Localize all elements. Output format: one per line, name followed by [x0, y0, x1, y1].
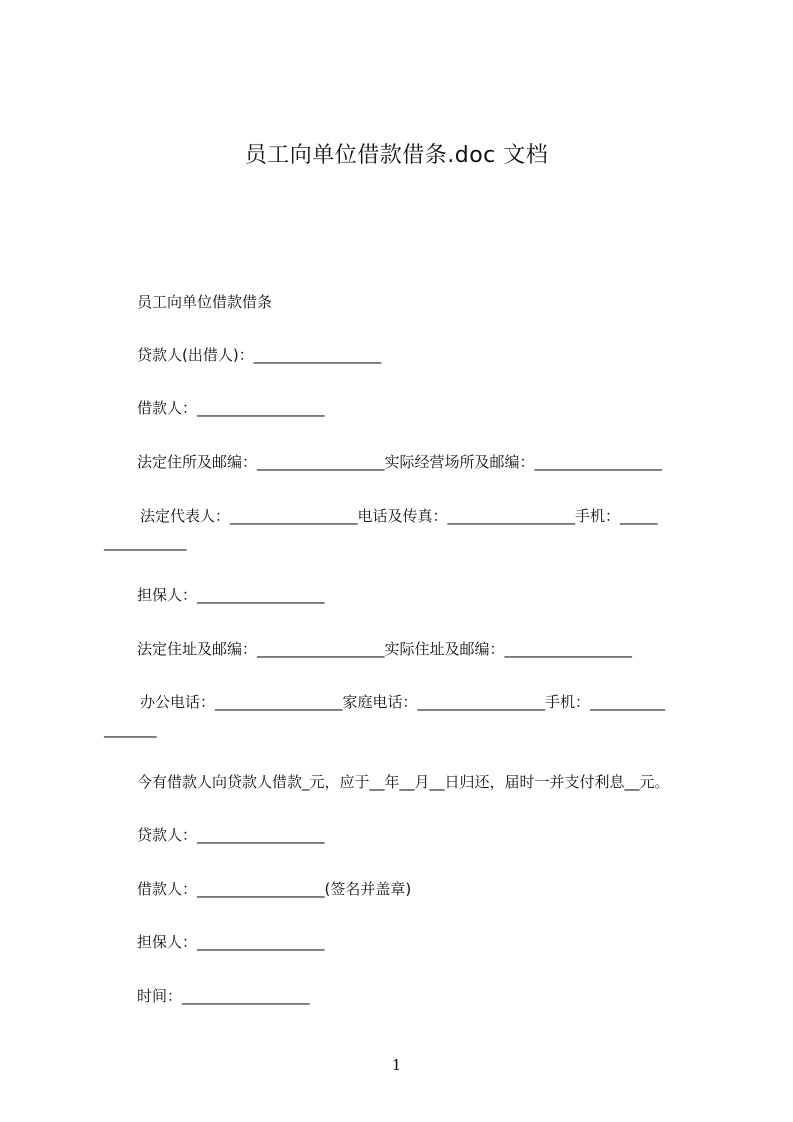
date-line: 时间：_________________ — [137, 987, 310, 1005]
guarantor-line: 担保人：_________________ — [137, 586, 325, 604]
legal-representative-continuation: ___________ — [104, 533, 187, 551]
guarantor-signature-line: 担保人：_________________ — [137, 933, 325, 951]
borrower-line: 借款人：_________________ — [137, 399, 325, 417]
legal-address-line: 法定住所及邮编：_________________实际经营场所及邮编：_________________ — [137, 453, 663, 471]
phone-line: 办公电话：_________________家庭电话：_________________手机：__________ — [140, 693, 666, 711]
document-title: 员工向单位借款借条.doc 文档 — [244, 143, 549, 168]
lender-signature-line: 贷款人：_________________ — [137, 826, 325, 844]
guarantor-address-line: 法定住址及邮编：_________________实际住址及邮编：_________________ — [137, 640, 633, 658]
heading-line: 员工向单位借款借条 — [137, 293, 273, 311]
phone-continuation: _______ — [104, 720, 157, 738]
loan-statement-line: 今有借款人向贷款人借款_元，应于__年__月__日归还，届时一并支付利息__元。 — [137, 773, 670, 791]
borrower-signature-line: 借款人：_________________(签名并盖章) — [137, 880, 412, 898]
legal-representative-line: 法定代表人：_________________电话及传真：_________________手机：_____ — [140, 507, 658, 525]
page-number: 1 — [391, 1056, 402, 1074]
lender-line: 贷款人(出借人)：_________________ — [137, 346, 382, 364]
